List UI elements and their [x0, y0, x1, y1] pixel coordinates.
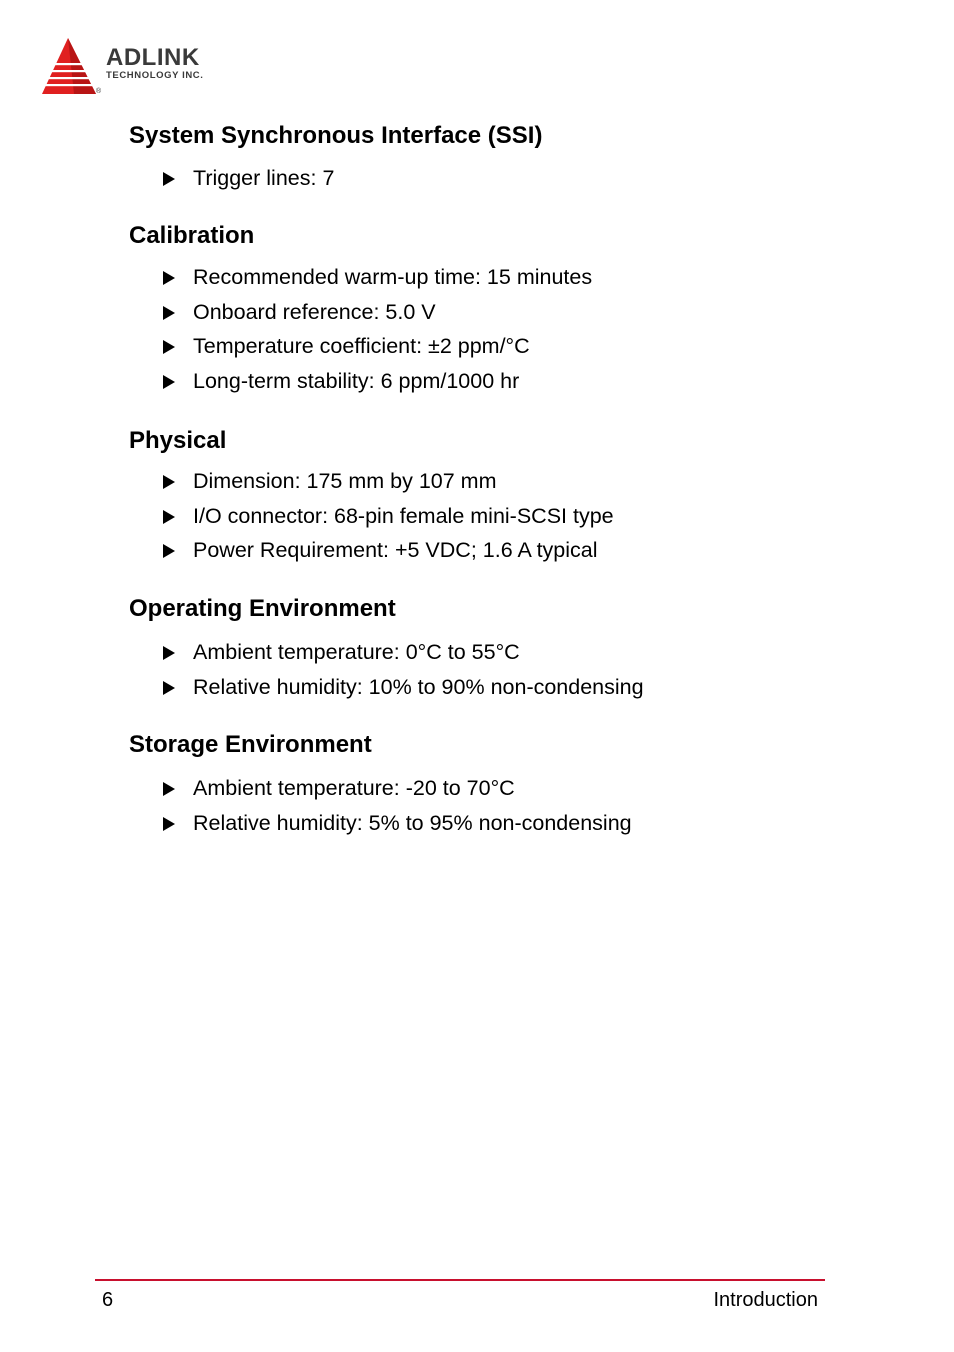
list-item	[129, 295, 869, 330]
bullet-list	[129, 635, 869, 704]
section-title: Calibration	[129, 222, 255, 249]
section-title: Storage Environment	[129, 731, 372, 758]
list-item-text: Relative humidity: 5% to 95% non-condensing	[193, 810, 632, 835]
list-item	[129, 635, 869, 670]
bullet-list	[129, 161, 869, 196]
footer-chapter-title: Introduction	[713, 1289, 818, 1311]
triangle-bullet-icon	[163, 271, 175, 285]
list-item-text: Temperature coefficient: ±2 ppm/°C	[193, 334, 530, 358]
list-item	[129, 364, 869, 399]
triangle-bullet-icon	[163, 544, 175, 558]
list-item	[129, 329, 869, 364]
adlink-triangle-logo-icon	[40, 36, 104, 98]
triangle-bullet-icon	[163, 782, 175, 796]
list-item-text: I/O connector: 68-pin female mini-SCSI type	[193, 503, 614, 528]
logo-subtitle-text: TECHNOLOGY INC.	[106, 70, 204, 81]
list-item-text: Trigger lines: 7	[193, 166, 335, 190]
list-item-text: Dimension: 175 mm by 107 mm	[193, 469, 497, 493]
list-item	[129, 771, 869, 806]
section-title: Operating Environment	[129, 595, 396, 622]
triangle-bullet-icon	[163, 306, 175, 320]
list-item-text: Ambient temperature: 0°C to 55°C	[193, 640, 520, 664]
section-operating-environment	[129, 591, 869, 727]
list-item	[129, 260, 869, 295]
list-item	[129, 464, 869, 499]
bullet-list	[129, 464, 869, 568]
list-item-text: Onboard reference: 5.0 V	[193, 299, 436, 324]
section-title: System Synchronous Interface (SSI)	[129, 122, 543, 149]
section-ssi	[129, 118, 869, 218]
triangle-bullet-icon	[163, 681, 175, 695]
triangle-bullet-icon	[163, 510, 175, 524]
list-item-text: Power Requirement: +5 VDC; 1.6 A typical	[193, 538, 598, 562]
list-item	[129, 670, 869, 705]
triangle-bullet-icon	[163, 646, 175, 660]
footer-page-number: 6	[102, 1289, 114, 1311]
bullet-list	[129, 260, 869, 398]
section-calibration	[129, 218, 869, 423]
list-item	[129, 161, 869, 196]
triangle-bullet-icon	[163, 375, 175, 389]
adlink-logo	[40, 36, 240, 98]
list-item	[129, 533, 869, 568]
triangle-bullet-icon	[163, 340, 175, 354]
logo-brand-text: ADLINK	[106, 44, 200, 71]
list-item-text: Long-term stability: 6 ppm/1000 hr	[193, 368, 520, 393]
triangle-bullet-icon	[163, 475, 175, 489]
section-storage-environment	[129, 727, 869, 840]
list-item	[129, 499, 869, 534]
list-item-text: Ambient temperature: -20 to 70°C	[193, 776, 515, 800]
footer-divider	[95, 1279, 825, 1281]
triangle-bullet-icon	[163, 172, 175, 186]
list-item	[129, 806, 869, 841]
logo-registered-mark: ®	[96, 88, 102, 95]
page-content	[129, 118, 869, 840]
list-item-text: Recommended warm-up time: 15 minutes	[193, 265, 593, 289]
section-physical	[129, 423, 869, 591]
section-title: Physical	[129, 427, 227, 454]
list-item-text: Relative humidity: 10% to 90% non-condensing	[193, 674, 644, 699]
bullet-list	[129, 771, 869, 840]
triangle-bullet-icon	[163, 817, 175, 831]
